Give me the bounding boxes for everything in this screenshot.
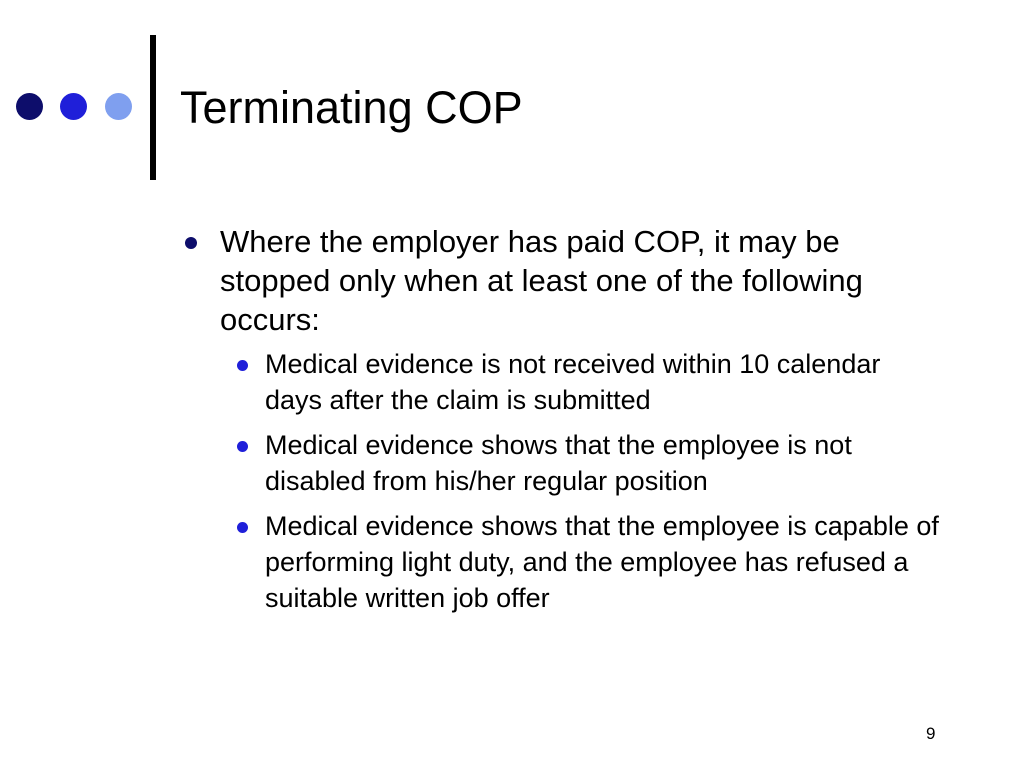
sub-bullet-item — [180, 427, 940, 499]
sub-bullet-list — [180, 346, 940, 616]
sub-bullet-item — [180, 508, 940, 616]
slide-body — [180, 222, 940, 625]
sub-bullet-icon — [237, 441, 248, 452]
decorative-dot-light — [105, 93, 132, 120]
bullet-text: Where the employer has paid COP, it may be stopped only when at least one of the following occurs: — [220, 224, 863, 337]
sub-bullet-text: Medical evidence is not received within 10 calendar days after the claim is submitted — [265, 349, 881, 415]
decorative-dot-mid — [60, 93, 87, 120]
page-number: 9 — [926, 724, 936, 743]
sub-bullet-icon — [237, 360, 248, 371]
slide-title: Terminating COP — [180, 82, 523, 133]
bullet-icon — [185, 237, 197, 249]
sub-bullet-icon — [237, 522, 248, 533]
title-divider — [150, 35, 156, 180]
bullet-item — [180, 222, 940, 339]
decorative-dot-dark — [16, 93, 43, 120]
sub-bullet-item — [180, 346, 940, 418]
sub-bullet-text: Medical evidence shows that the employee is not disabled from his/her regular position — [265, 430, 852, 496]
sub-bullet-text: Medical evidence shows that the employee is capable of performing light duty, and the employee has refused a suitable written job offer — [265, 511, 939, 613]
